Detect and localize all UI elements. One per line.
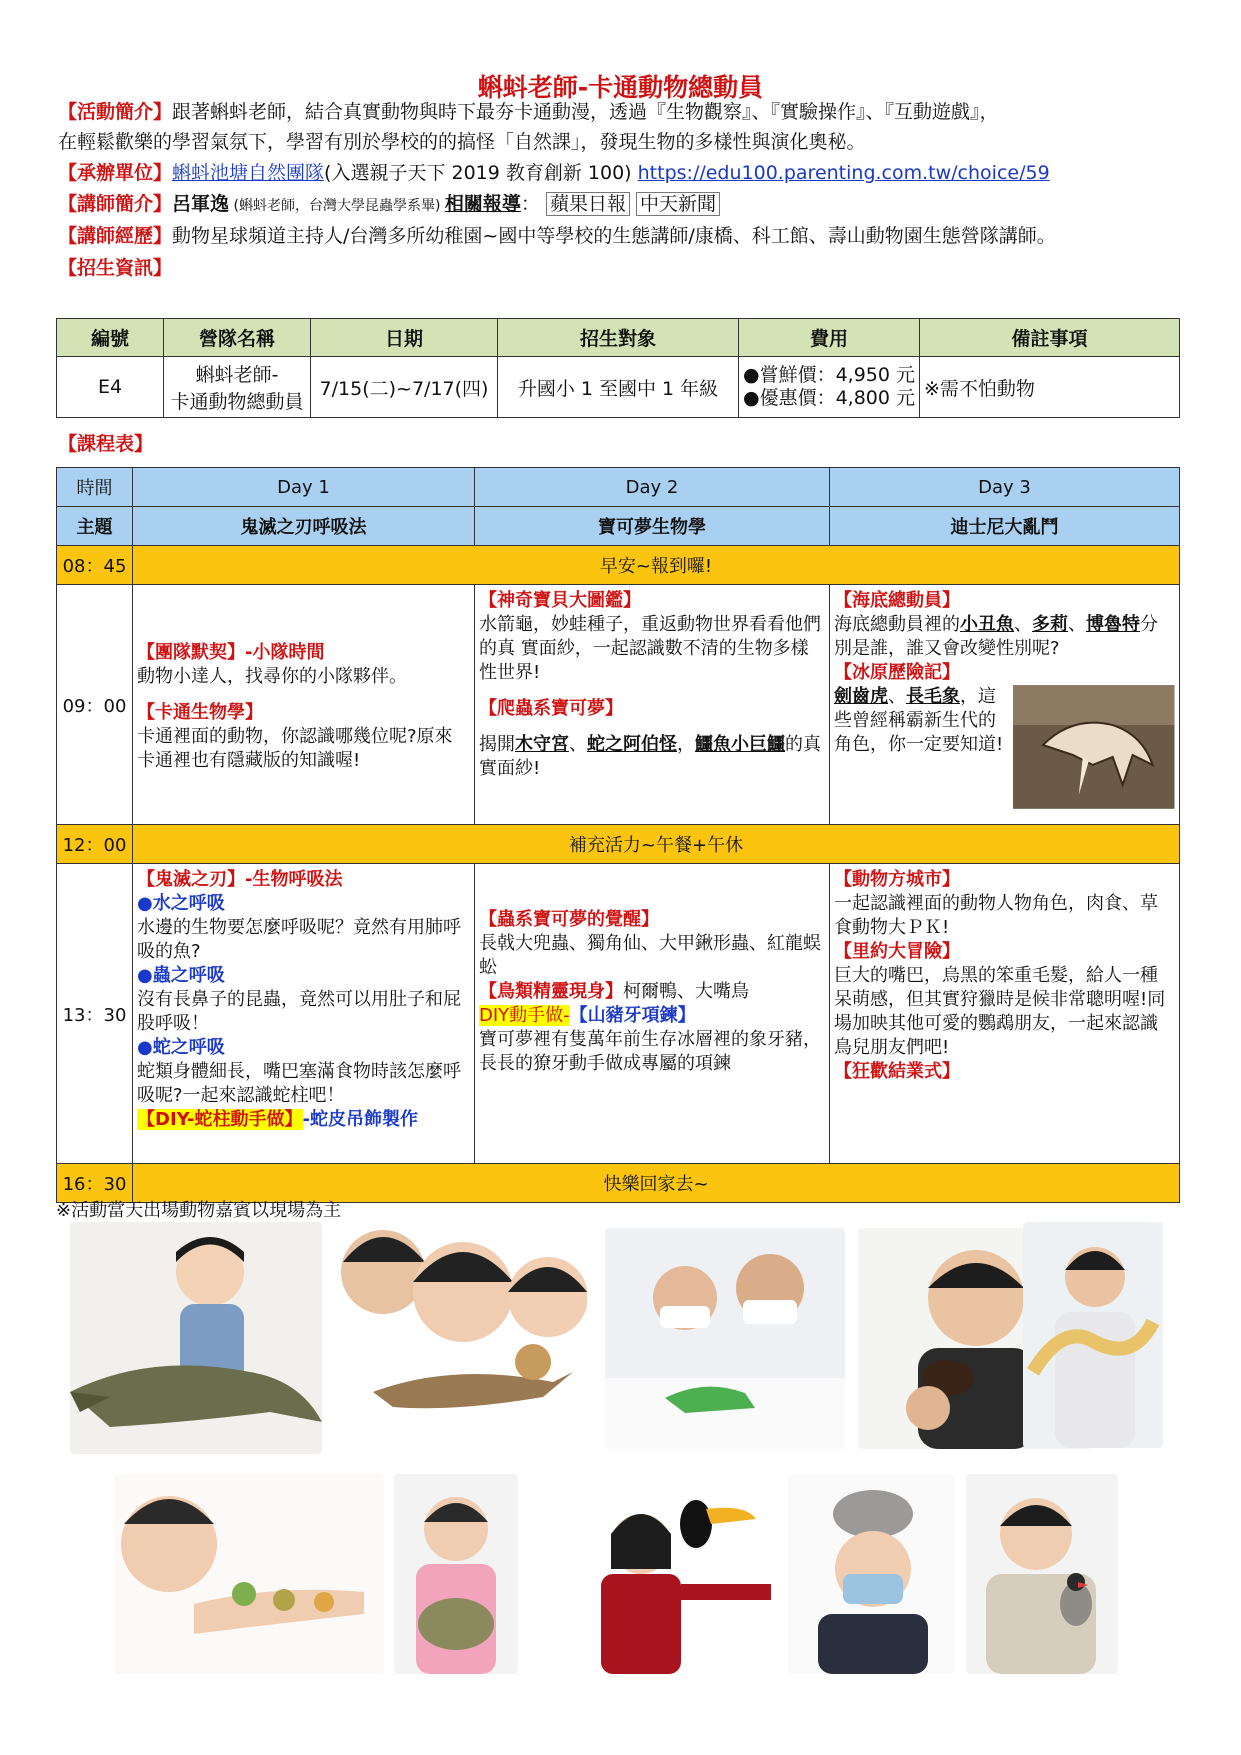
intro-line2: 在輕鬆歡樂的學習氣氛下，學習有別於學校的的搞怪「自然課」，發現生物的多樣性與演化奧秘。 <box>58 131 866 153</box>
schedule-header-day1: Day 1 <box>133 468 475 507</box>
schedule-section-label: 【課程表】 <box>58 433 154 455</box>
day2-morning: 【神奇寶貝大圖鑑】 水箭龜，妙蛙種子，重返動物世界看看他們的真 實面紗，一起認識數不清的生物多樣性世界! 【爬蟲系寶可夢】 揭開木守宮、蛇之阿伯怪，鱷魚小巨鱷的真實面紗! <box>475 585 830 825</box>
instructor-name: 呂軍逸 <box>172 193 230 215</box>
schedule-header-theme: 主題 <box>57 507 133 546</box>
press-link-2[interactable]: 中天新聞 <box>636 192 720 216</box>
photo-kids-iguana <box>605 1228 845 1449</box>
time-1630: 16：30 <box>57 1164 133 1203</box>
photo-boy-bird <box>966 1474 1118 1674</box>
day1-morning: 【團隊默契】-小隊時間 動物小達人，找尋你的小隊夥伴。 【卡通生物學】 卡通裡面的動物，你認識哪幾位呢?原來卡通裡也有隱藏版的知識喔! <box>133 585 475 825</box>
organizer-label: 【承辦單位】 <box>58 162 173 184</box>
intro-line1: 跟著蝌蚪老師，結合真實動物與時下最夯卡通動漫，透過『生物觀察』、『實驗操作』、『互動遊戲』， <box>172 101 999 123</box>
organizer-name-link[interactable]: 蝌蚪池塘自然團隊 <box>172 162 325 184</box>
time-1200: 12：00 <box>57 825 133 864</box>
instructor <box>58 189 1198 221</box>
schedule-header-time: 時間 <box>57 468 133 507</box>
theme-day3: 迪士尼大亂鬥 <box>830 507 1180 546</box>
time-0900: 09：00 <box>57 585 133 825</box>
cell-note: ※需不怕動物 <box>920 357 1180 418</box>
bar-lunch: 補充活力~午餐+午休 <box>133 825 1180 864</box>
press-link-1[interactable]: 蘋果日報 <box>546 192 630 216</box>
sabertooth-skull-photo <box>1013 685 1175 809</box>
photo-boy-crocodile <box>70 1222 322 1454</box>
instructor-title: (蝌蚪老師，台灣大學昆蟲學系畢) <box>229 198 445 214</box>
col-header-target: 招生對象 <box>498 319 739 357</box>
cell-target: 升國小 1 至國中 1 年級 <box>498 357 739 418</box>
day3-morning: 【海底總動員】 海底總動員裡的小丑魚、多莉、博魯特分別是誰，誰又會改變性別呢? 【冰原歷險記】 劍齒虎、長毛象，這些曾經稱霸新生代的角色，你一定要知道! <box>830 585 1180 825</box>
intro <box>58 97 1198 157</box>
experience-label: 【講師經歷】 <box>58 225 173 247</box>
day2-afternoon: 【蟲系寶可夢的覺醒】 長戟大兜蟲、獨角仙、大甲鍬形蟲、紅龍蜈蚣 【鳥類精靈現身】柯爾鴨、大嘴鳥 DIY動手做-【山豬牙項鍊】 寶可夢裡有隻萬年前生存冰層裡的象牙豬，長長的獠牙動手做成專屬的項鍊 <box>475 864 830 1164</box>
bar-home: 快樂回家去~ <box>133 1164 1180 1203</box>
schedule-header-day2: Day 2 <box>475 468 830 507</box>
theme-day1: 鬼滅之刃呼吸法 <box>133 507 475 546</box>
day3-afternoon: 【動物方城市】 一起認識裡面的動物人物角色，肉食、草食動物大ＰＫ! 【里約大冒險】 巨大的嘴巴，烏黑的笨重毛髮，給人一種呆萌感，但其實狩獵時是候非常聰明喔!同場加映其他可愛的鸚鵡朋友，一起來認識鳥兒朋友們吧! 【狂歡結業式】 <box>830 864 1180 1164</box>
enroll-section-label: 【招生資訊】 <box>58 257 173 279</box>
theme-day2: 寶可夢生物學 <box>475 507 830 546</box>
col-header-id: 編號 <box>57 319 164 357</box>
photo-girl-toucan <box>531 1474 779 1674</box>
time-0845: 08：45 <box>57 546 133 585</box>
cell-id: E4 <box>57 357 164 418</box>
col-header-date: 日期 <box>311 319 498 357</box>
schedule-table <box>56 467 1180 1203</box>
press-sep: ： <box>520 193 540 215</box>
cell-date: 7/15(二)~7/17(四) <box>311 357 498 418</box>
experience <box>58 221 1198 251</box>
photo-girl-bullfrog <box>394 1474 518 1674</box>
footnote: ※活動當天出場動物嘉賓以現場為主 <box>56 1200 342 1221</box>
table-row <box>57 357 1180 418</box>
time-1330: 13：30 <box>57 864 133 1164</box>
photo-boy-frogs <box>114 1474 384 1674</box>
photo-boy-snake <box>1023 1222 1163 1448</box>
instructor-label: 【講師簡介】 <box>58 193 173 215</box>
intro-label: 【活動簡介】 <box>58 101 173 123</box>
col-header-name: 營隊名稱 <box>164 319 311 357</box>
photo-boy-chinchilla <box>788 1474 954 1674</box>
cell-name: 蝌蚪老師- 卡通動物總動員 <box>164 357 311 418</box>
page-title: 蝌蚪老師-卡通動物總動員 <box>477 73 764 102</box>
day1-afternoon: 【鬼滅之刃】-生物呼吸法 ●水之呼吸 水邊的生物要怎麼呼吸呢？竟然有用肺呼吸的魚? ●蟲之呼吸 沒有長鼻子的昆蟲，竟然可以用肚子和屁股呼吸！ ●蛇之呼吸 蛇類身體細長，嘴巴塞滿食物時該怎麼呼吸呢?一起來認識蛇柱吧！ 【DIY-蛇柱動手做】-蛇皮吊飾製作 <box>133 864 475 1164</box>
enrollment-table <box>56 318 1180 418</box>
col-header-fee: 費用 <box>739 319 920 357</box>
bar-checkin: 早安~報到囉! <box>133 546 1180 585</box>
experience-text: 動物星球頻道主持人/台灣多所幼稚園~國中等學校的生態講師/康橋、科工館、壽山動物園生態營隊講師。 <box>172 225 1056 247</box>
cell-fee: ●嘗鮮價：4,950 元 ●優惠價：4,800 元 <box>739 357 920 418</box>
organizer-url-link[interactable]: https://edu100.parenting.com.tw/choice/59 <box>637 162 1050 184</box>
col-header-note: 備註事項 <box>920 319 1180 357</box>
organizer <box>58 158 1198 188</box>
schedule-header-day3: Day 3 <box>830 468 1180 507</box>
photo-kids-lizard <box>333 1222 587 1447</box>
press-label: 相關報導 <box>444 193 521 215</box>
organizer-note: (入選親子天下 2019 教育創新 100) <box>324 162 638 184</box>
